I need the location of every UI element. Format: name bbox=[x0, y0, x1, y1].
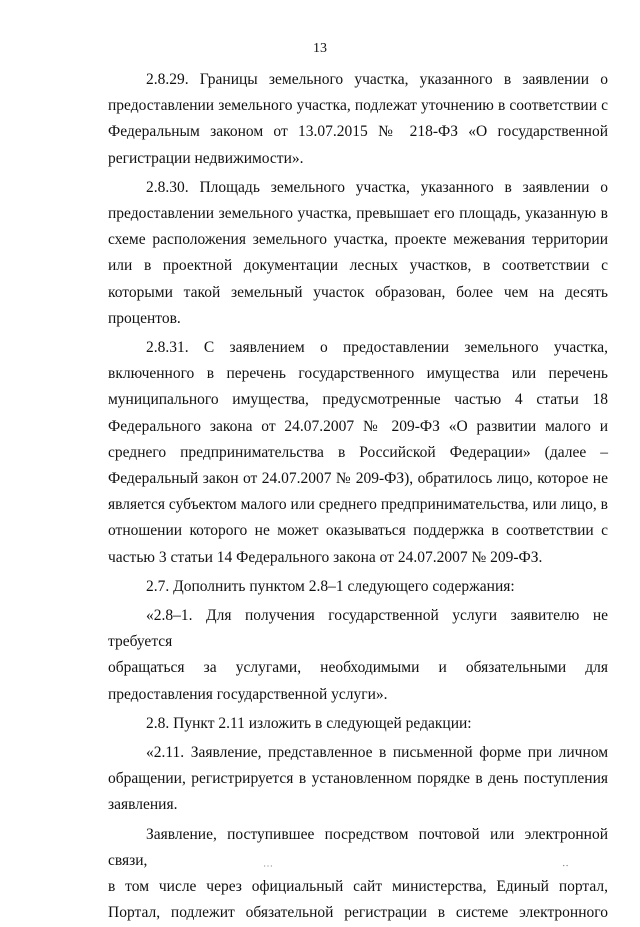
paragraph-2-8-31-body: включенного в перечень государственного имущества или перечень муниципального имущества, предусмотренные частью 4 статьи 18 Федерального закона от 24.07.2007 № 209-ФЗ «О развитии малого и среднего предпринимательства в Российской Федерации» (далее – Федеральный закон от 24.07.2007 № 209-ФЗ), обратилось лицо, которое не является субъектом малого или среднего предпринимательства, или лицо, в отношении которого не может оказываться поддержка в соответствии с частью 3 статьи 14 Федерального закона от 24.07.2007 № 209-ФЗ. bbox=[108, 365, 608, 566]
paragraph-2-7: 2.7. Дополнить пунктом 2.8–1 следующего содержания: bbox=[146, 577, 515, 595]
paragraph-2-8-30-first-line: 2.8.30. Площадь земельного участка, указанного в заявлении о bbox=[146, 178, 608, 196]
document-body bbox=[108, 67, 608, 927]
paragraph-2-8-1-first-line: «2.8–1. Для получения государственной услуги заявителю не требуется bbox=[108, 607, 608, 651]
paragraph-2-8-31-first-line: 2.8.31. С заявлением о предоставлении земельного участка, bbox=[146, 339, 608, 357]
paragraph-registration-body: в том числе через официальный сайт министерства, Единый портал, Портал, подлежит обязательной регистрации в системе электронного bbox=[108, 878, 608, 922]
scan-mark-left: ⋯ bbox=[263, 861, 273, 872]
paragraph-2-8-29-body: предоставлении земельного участка, подлежат уточнению в соответствии с Федеральным законом от 13.07.2015 № 218-ФЗ «О государственной регистрации недвижимости». bbox=[108, 97, 608, 167]
paragraph-2-11-first-line: «2.11. Заявление, представленное в письменной форме при личном bbox=[146, 744, 608, 762]
paragraph-2-8: 2.8. Пункт 2.11 изложить в следующей редакции: bbox=[146, 714, 472, 732]
paragraph-registration-first-line: Заявление, поступившее посредством почтовой или электронной связи, bbox=[108, 825, 608, 869]
page-number: 13 bbox=[313, 41, 327, 56]
paragraph-2-8-29-first-line: 2.8.29. Границы земельного участка, указанного в заявлении о bbox=[146, 71, 608, 88]
paragraph-2-8-30-body: предоставлении земельного участка, превышает его площадь, указанную в схеме расположения земельного участка, проекте межевания территории или в проектной документации лесных участков, в соответствии с которыми такой земельный участок образован, более чем на десять процентов. bbox=[108, 205, 608, 327]
paragraph-2-8-1-body: обращаться за услугами, необходимыми и обязательными для предоставления государственной услуги». bbox=[108, 659, 608, 703]
scan-mark-right: ⋅⋅ bbox=[562, 861, 569, 872]
paragraph-2-11-body: обращении, регистрируется в установленном порядке в день поступления заявления. bbox=[108, 770, 608, 814]
